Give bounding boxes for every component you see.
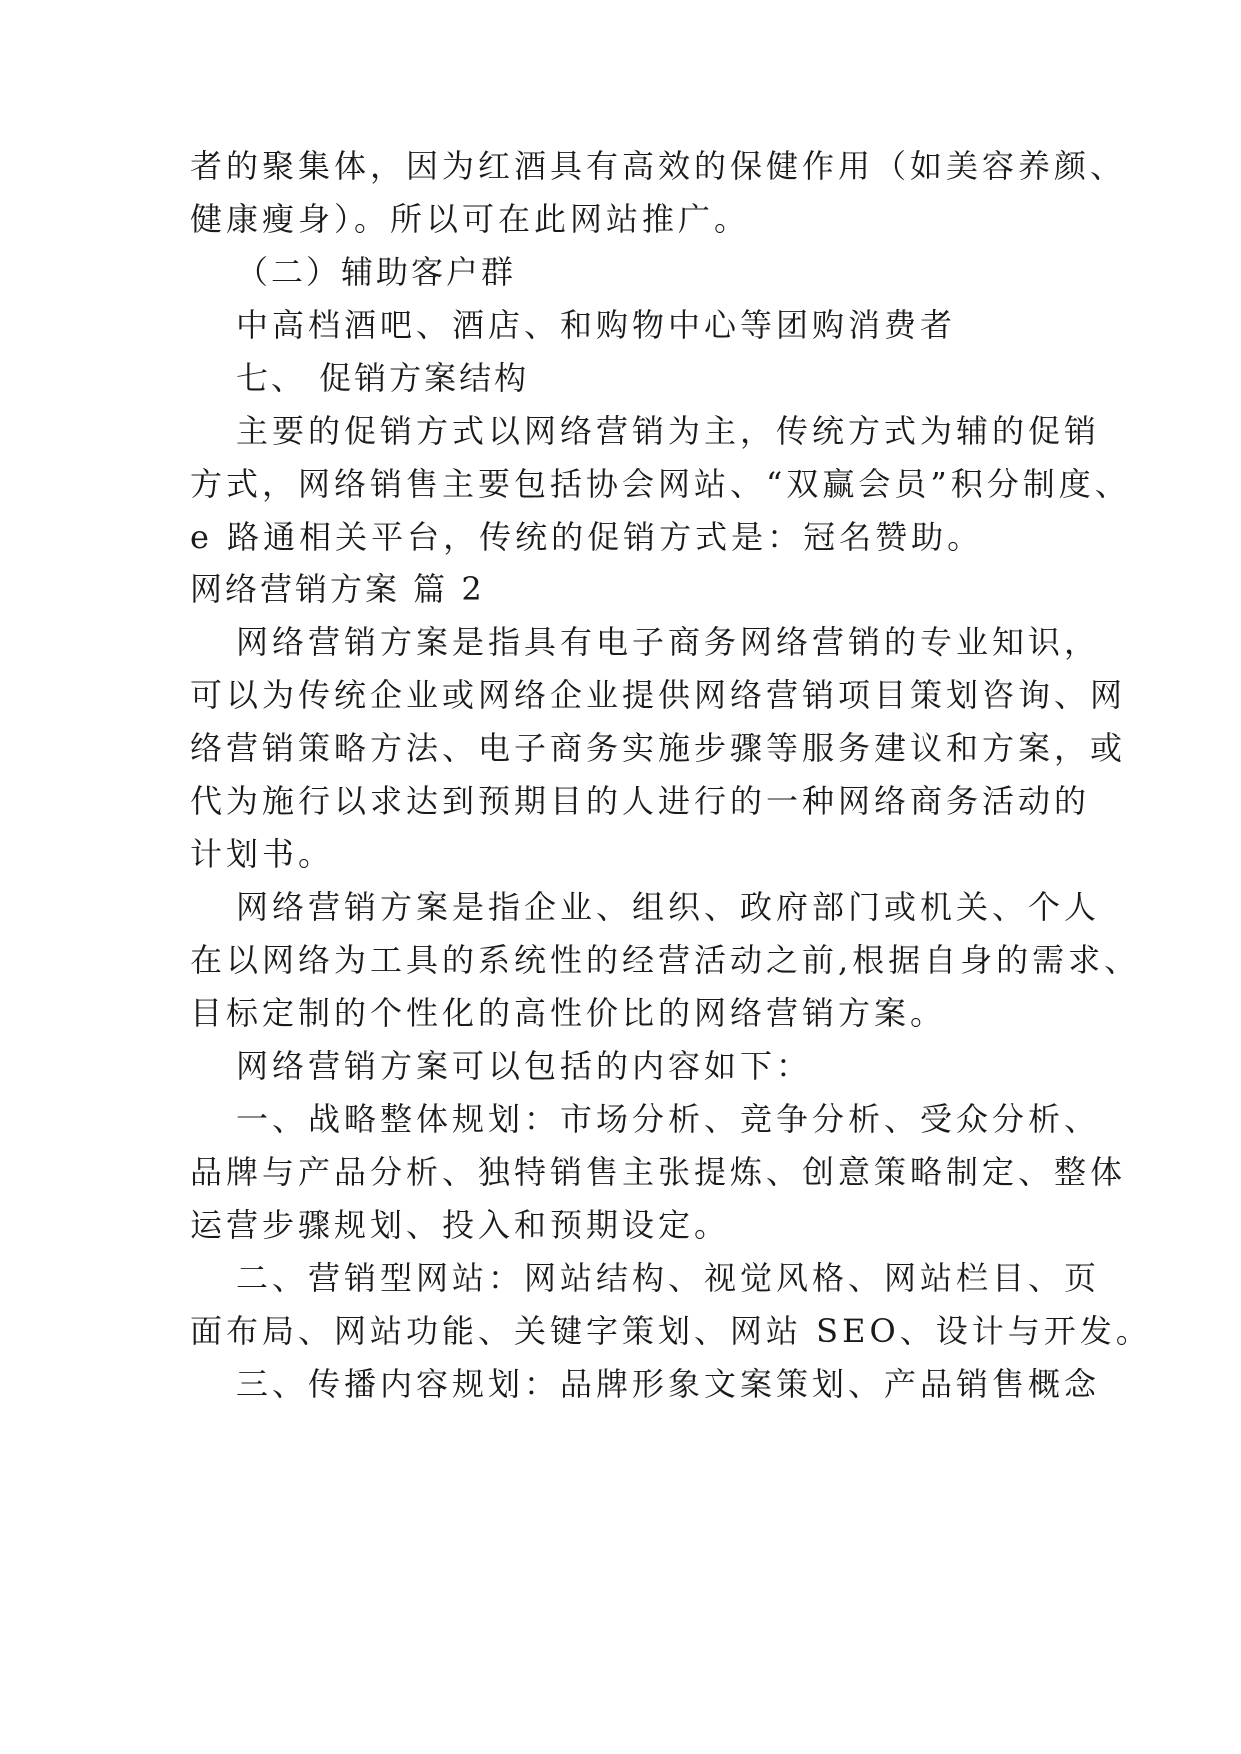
text-line: 网络营销方案是指具有电子商务网络营销的专业知识， xyxy=(236,623,1101,661)
section-heading: 七、 促销方案结构 xyxy=(236,359,530,397)
text-line: 三、传播内容规划：品牌形象文案策划、产品销售概念 xyxy=(236,1365,1101,1403)
article-title: 网络营销方案 篇 2 xyxy=(190,570,485,608)
section-heading: （二）辅助客户群 xyxy=(236,253,517,291)
text-line: 一、战略整体规划：市场分析、竞争分析、受众分析、 xyxy=(236,1100,1101,1138)
text-line: 络营销策略方法、电子商务实施步骤等服务建议和方案，或 xyxy=(190,729,1127,767)
text-line: 主要的促销方式以网络营销为主，传统方式为辅的促销 xyxy=(236,412,1101,450)
text-line: 方式，网络销售主要包括协会网站、“双赢会员”积分制度、 xyxy=(190,465,1131,503)
text-line: 可以为传统企业或网络企业提供网络营销项目策划咨询、网 xyxy=(190,676,1127,714)
text-line: 面布局、网站功能、关键字策划、网站 SEO、设计与开发。 xyxy=(190,1312,1152,1350)
text-line: 运营步骤规划、投入和预期设定。 xyxy=(190,1206,731,1244)
text-line: 在以网络为工具的系统性的经营活动之前,根据自身的需求、 xyxy=(190,941,1141,979)
text-line: e 路通相关平台，传统的促销方式是：冠名赞助。 xyxy=(190,518,984,556)
text-line: 网络营销方案是指企业、组织、政府部门或机关、个人 xyxy=(236,888,1101,926)
text-line: 二、营销型网站：网站结构、视觉风格、网站栏目、页 xyxy=(236,1259,1101,1297)
text-line: 中高档酒吧、酒店、和购物中心等团购消费者 xyxy=(236,306,957,344)
text-line: 者的聚集体，因为红酒具有高效的保健作用（如美容养颜、 xyxy=(190,147,1127,185)
text-line: 计划书。 xyxy=(190,835,335,873)
text-line: 代为施行以求达到预期目的人进行的一种网络商务活动的 xyxy=(190,782,1091,820)
text-line: 品牌与产品分析、独特销售主张提炼、创意策略制定、整体 xyxy=(190,1153,1127,1191)
text-line: 目标定制的个性化的高性价比的网络营销方案。 xyxy=(190,994,947,1032)
text-line: 健康瘦身）。所以可在此网站推广。 xyxy=(190,200,751,238)
text-line: 网络营销方案可以包括的内容如下： xyxy=(236,1047,813,1085)
